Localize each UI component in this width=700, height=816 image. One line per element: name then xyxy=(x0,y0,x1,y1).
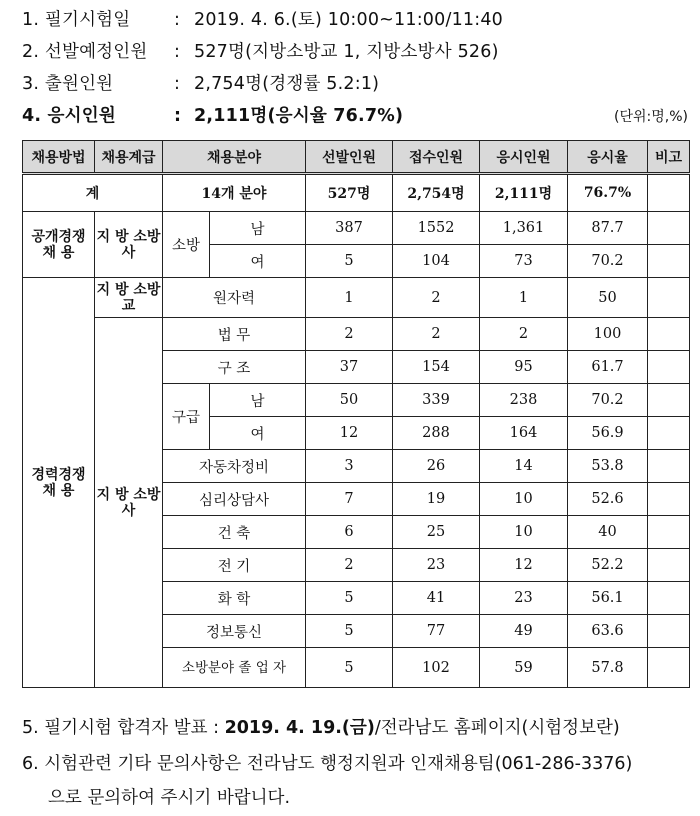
table-row: 소방분야 졸 업 자 5 102 59 57.8 xyxy=(23,648,690,688)
info-exam-date: 1. 필기시험일 : 2019. 4. 6.(토) 10:00~11:00/11:40 xyxy=(22,10,503,30)
header-field: 채용분야 xyxy=(163,141,306,174)
table-header-row xyxy=(23,141,690,174)
total-row: 계 14개 분야 527명 2,754명 2,111명 76.7% xyxy=(23,174,690,212)
footer-contact-line1: 6. 시험관련 기타 문의사항은 전라남도 행정지원과 인재채용팀(061-286-3376) xyxy=(22,754,633,774)
header-rank: 채용계급 xyxy=(95,141,163,174)
footer-contact-line2: 으로 문의하여 주시기 바랍니다. xyxy=(48,788,291,808)
footer-announcement: 5. 필기시험 합격자 발표 : 2019. 4. 19.(금)/전라남도 홈페이지(시험정보란) xyxy=(22,718,620,738)
table-row: 구 조 37 154 95 61.7 xyxy=(23,351,690,384)
table-row: 화 학 5 41 23 56.1 xyxy=(23,582,690,615)
rank-sabanggyo: 지 방 소방교 xyxy=(95,278,163,318)
method-open: 공개경쟁 채 용 xyxy=(23,212,95,278)
unit-note: (단위:명,%) xyxy=(614,109,688,125)
info-applicants: 3. 출원인원 : 2,754명(경쟁률 5.2:1) xyxy=(22,74,380,94)
header-rate: 응시율 xyxy=(568,141,648,174)
table-row: 구급 남 50 339 238 70.2 xyxy=(23,384,690,417)
method-career: 경력경쟁 채 용 xyxy=(23,278,95,688)
header-method: 채용방법 xyxy=(23,141,95,174)
info-attendees: 4. 응시인원 : 2,111명(응시율 76.7%) xyxy=(22,106,404,126)
header-attended: 응시인원 xyxy=(480,141,568,174)
table-row: 심리상담사 7 19 10 52.6 xyxy=(23,483,690,516)
table-row: 지 방 소방사 법 무 2 2 2 100 xyxy=(23,318,690,351)
field-group-sobang: 소방 xyxy=(163,212,210,278)
rank-sabang-career: 지 방 소방사 xyxy=(95,318,163,688)
header-note: 비고 xyxy=(648,141,690,174)
table-row: 전 기 2 23 12 52.2 xyxy=(23,549,690,582)
header-selected: 선발인원 xyxy=(306,141,393,174)
table-row: 여 12 288 164 56.9 xyxy=(23,417,690,450)
table-row: 경력경쟁 채 용 지 방 소방교 원자력 1 2 1 50 xyxy=(23,278,690,318)
info-planned-count: 2. 선발예정인원 : 527명(지방소방교 1, 지방소방사 526) xyxy=(22,42,499,62)
header-applied: 접수인원 xyxy=(393,141,480,174)
table-row: 건 축 6 25 10 40 xyxy=(23,516,690,549)
total-label: 계 xyxy=(23,174,163,212)
table-row: 공개경쟁 채 용 지 방 소방사 소방 남 387 1552 1,361 87.7 xyxy=(23,212,690,245)
results-table xyxy=(22,140,690,688)
table-row: 여 5 104 73 70.2 xyxy=(23,245,690,278)
field-group-gugeup: 구급 xyxy=(163,384,210,450)
table-row: 자동차정비 3 26 14 53.8 xyxy=(23,450,690,483)
rank-sabang: 지 방 소방사 xyxy=(95,212,163,278)
table-row: 정보통신 5 77 49 63.6 xyxy=(23,615,690,648)
